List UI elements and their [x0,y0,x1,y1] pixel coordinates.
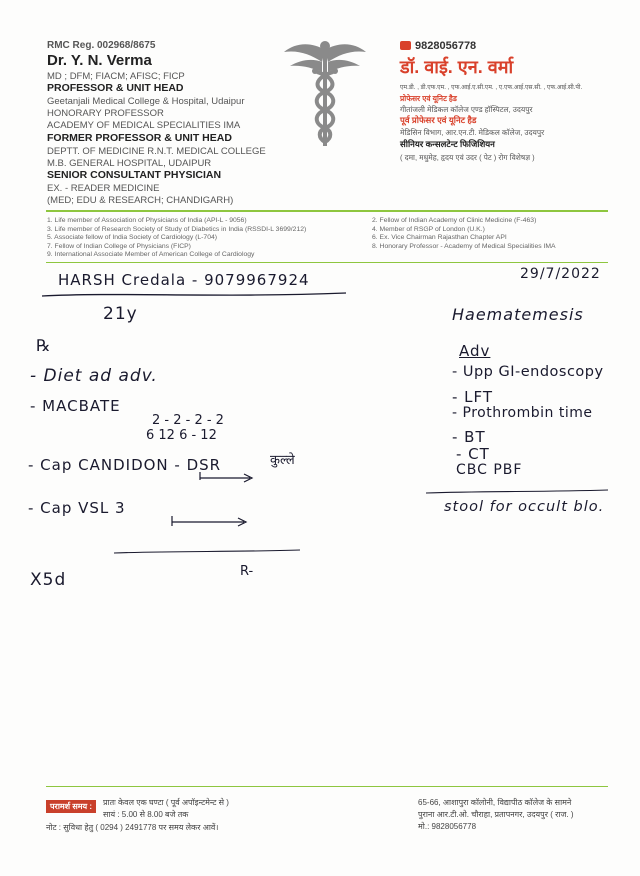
patient-underline [40,288,350,302]
advice-divider [424,488,610,496]
hindi-line-6: ( दमा, मधुमेह, हृदय एवं उदर ( पेट ) रोग विशेषज्ञ ) [400,153,535,162]
advice-label: Adv [459,342,491,360]
memberships-divider [46,262,608,263]
rx-symbol: ℞ [36,336,52,355]
degrees-english: MD ; DFM; FIACM; AFISC; FICP [47,71,185,82]
header-line-2: HONORARY PROFESSOR [47,108,164,119]
rx-item-2-timing: 6 12 6 - 12 [146,428,217,443]
patient-name-phone: HARSH Credala - 9079967924 [58,271,310,289]
investigation-4: - BT [452,428,486,446]
phone-number: 9828056778 [400,40,476,52]
rx-item-4: - Cap VSL 3 [28,499,126,517]
hindi-line-1: प्रोफेसर एवं यूनिट हैड [400,94,457,103]
rx-item-4-arrow [168,512,252,528]
title-senior-consultant: SENIOR CONSULTANT PHYSICIAN [47,169,222,181]
repeat-mark: R- [240,564,254,579]
header-line-6: EX. - READER MEDICINE [47,183,160,194]
header-line-1: Geetanjali Medical College & Hospital, Udaipur [47,96,245,107]
address-line-2: पुराना आर.टी.ओ. चौराहा, प्रतापनगर, उदयपुर ( राज. ) [418,810,574,819]
memberships-left: 1. Life member of Association of Physicians of India (API-L - 9056) 3. Life member of Research Society of Study of Diabetics in India (RSSDI-L 3699/212) 5. Associate fellow of India Society of Cardiology (L-704) 7. Fellow of Indian College of Physicians (FICP) 9. International Associate Member of American College of Cardiology [47,217,307,258]
investigation-1: - Upp GI-endoscopy [452,364,604,380]
hindi-line-4: मेडिसिन विभाग, आर.एन.टी. मेडिकल कॉलेज, उदयपुर [400,128,545,137]
rx-item-3: - Cap CANDIDON - DSR [28,456,222,474]
hindi-line-2: गीतांजली मेडिकल कॉलेज एण्ड हॉस्पिटल, उदयपुर [400,105,533,114]
prescription-date: 29/7/2022 [520,266,601,282]
header-line-7: (MED; EDU & RESEARCH; CHANDIGARH) [47,195,234,206]
investigation-2: - LFT [452,388,494,406]
memberships-right: 2. Fellow of Indian Academy of Clinic Medicine (F-463) 4. Member of RSGP of London (U.K.) 6. Ex. Vice Chairman Rajasthan Chapter API 8. Honorary Professor - Academy of Medical Specialities IMA [372,217,556,250]
degrees-hindi: एम.डी. , डी.एफ.एम. , एफ.आई.ए.सी.एम. , ए.एफ.आई.एस.सी. , एफ.आई.सी.पी. [400,84,583,91]
rx-item-3-hindi: कुल्ले [270,453,295,468]
mobile-number: मो.: 9828056778 [418,822,477,831]
hindi-line-5: सीनियर कन्सलटेन्ट फिजिशियन [400,139,495,149]
phone-icon [400,41,411,50]
rx-item-2: - MACBATE [30,397,121,415]
hindi-line-3: पूर्व प्रोफेसर एवं यूनिट हैड [400,115,477,125]
caduceus-icon [284,38,366,148]
investigation-6: CBC PBF [456,462,523,478]
rmc-number: RMC Reg. 002968/8675 [47,40,156,51]
patient-age: 21y [103,304,138,324]
address-line-1: 65-66, आशापुरा कॉलोनी, विद्यापीठ कॉलेज के सामने [418,798,572,807]
header-line-4: DEPTT. OF MEDICINE R.N.T. MEDICAL COLLEGE [47,146,266,157]
duration: X5d [30,570,67,590]
header-divider [46,210,608,212]
header-line-3: ACADEMY OF MEDICAL SPECIALITIES IMA [47,120,241,131]
investigation-5: - CT [456,445,490,463]
chief-complaint: Haematemesis [452,305,584,324]
consultation-time-badge: परामर्श समय : [46,800,96,813]
doctor-name-hindi: डॉ. वाई. एन. वर्मा [400,57,514,77]
rx-end-line [112,548,302,556]
timing-evening: सायं : 5.00 से 8.00 बजे तक [103,810,189,819]
timing-morning: प्रातः केवल एक घण्टा ( पूर्व अपॉइन्टमेन्ट से ) [103,798,229,807]
doctor-name-english: Dr. Y. N. Verma [47,52,152,69]
investigation-3: - Prothrombin time [452,405,593,421]
title-former-professor: FORMER PROFESSOR & UNIT HEAD [47,132,232,144]
rx-item-2-dose: 2 - 2 - 2 - 2 [152,413,224,428]
appointment-note: नोट : सुविधा हेतु ( 0294 ) 2491778 पर समय लेकर आवें। [46,823,219,832]
header-line-5: M.B. GENERAL HOSPITAL, UDAIPUR [47,158,212,169]
footer-divider [46,786,608,787]
title-professor: PROFESSOR & UNIT HEAD [47,82,184,94]
rx-item-1: - Diet ad adv. [30,366,158,386]
stool-test: stool for occult blo. [444,499,605,515]
rx-item-3-arrow [198,470,258,484]
